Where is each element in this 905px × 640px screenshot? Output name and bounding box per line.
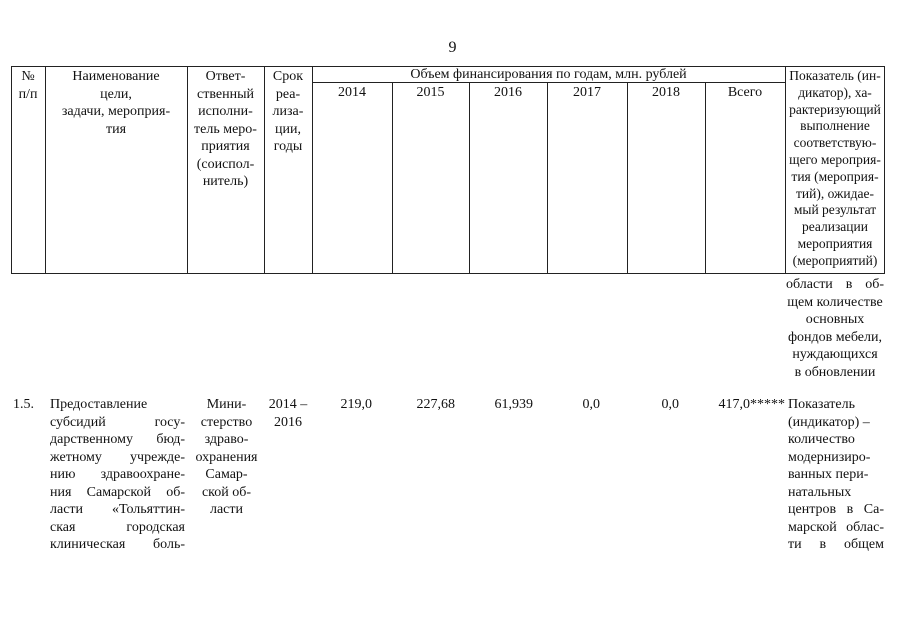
- header-year-2015: 2015: [416, 85, 445, 100]
- row-value-2017: 0,0: [582, 397, 600, 412]
- row-number: 1.5.: [13, 397, 34, 412]
- row-value-2014: 219,0: [340, 397, 372, 412]
- indicator-continuation: области в об- щем количестве основных фондов мебели, нуждающихся в обновлении: [786, 277, 884, 380]
- header-year-2018: 2018: [652, 85, 680, 100]
- header-total: Всего: [727, 85, 763, 100]
- row-indicator: Показатель (индикатор) – количество модернизиро- ванных пери- натальных центров в Са- марской облас- ти в общем: [788, 397, 884, 552]
- header-financing-title: Объем финансирования по годам, млн. рублей: [410, 67, 687, 82]
- header-year-2016: 2016: [494, 85, 522, 100]
- header-indicator: Показатель (ин- дикатор), ха- рактеризующий выполнение соответствую- щего мероприя- тия (мероприя- тий), ожидае- мый результат реализации мероприятия (мероприятий): [789, 68, 881, 268]
- header-year-2017: 2017: [573, 85, 601, 100]
- row-executor: Мини- стерство здраво- охранения Самар- ской об- ласти: [195, 397, 258, 517]
- header-name: Наименование цели, задачи, мероприя- тия: [61, 69, 171, 137]
- page-number: 9: [448, 39, 457, 56]
- header-term: Срок реа- лиза- ции, годы: [272, 69, 304, 154]
- header-executor: Ответ- ственный исполни- тель меро- приятия (соиспол- нитель): [194, 69, 257, 189]
- row-value-total: 417,0*****: [718, 397, 785, 412]
- header-num: № п/п: [18, 69, 38, 102]
- header-year-2014: 2014: [338, 85, 366, 100]
- row-name: Предоставление субсидий госу- дарственному бюд- жетному учрежде- нию здравоохране- ния Самарской об- ласти «Тольяттин- ская городская клиническая боль-: [50, 397, 185, 552]
- row-value-2016: 61,939: [494, 397, 533, 412]
- row-term: 2014 – 2016: [268, 397, 308, 430]
- row-value-2015: 227,68: [416, 397, 455, 412]
- row-value-2018: 0,0: [661, 397, 679, 412]
